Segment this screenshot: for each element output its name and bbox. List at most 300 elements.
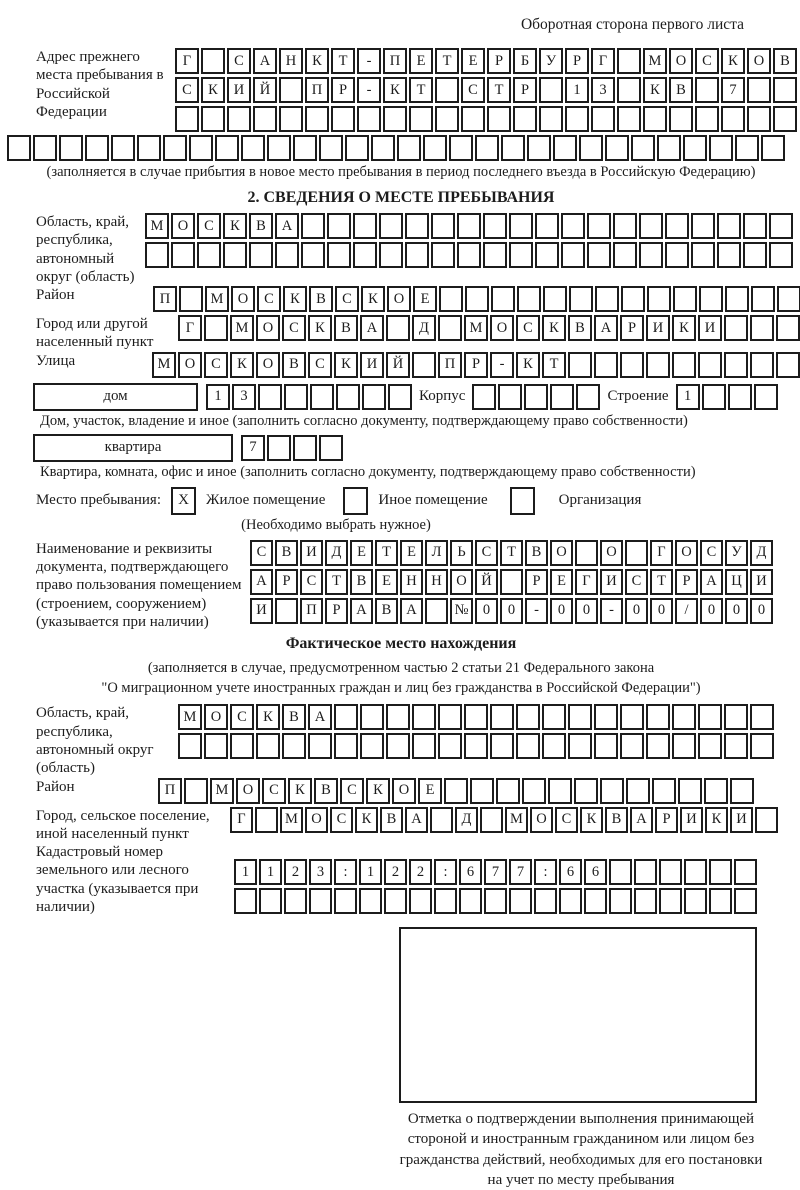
char-cell[interactable]: 0 — [500, 598, 523, 624]
char-cell[interactable]: Р — [275, 569, 298, 595]
char-cell[interactable]: С — [250, 540, 273, 566]
char-cell[interactable] — [379, 213, 403, 239]
char-cell[interactable]: - — [525, 598, 548, 624]
char-cell[interactable] — [724, 315, 748, 341]
char-cell[interactable] — [777, 286, 800, 312]
char-cell[interactable]: Т — [650, 569, 673, 595]
char-cell[interactable] — [643, 106, 667, 132]
char-cell[interactable] — [524, 384, 548, 410]
char-cell[interactable]: О — [747, 48, 771, 74]
char-cell[interactable] — [672, 352, 696, 378]
char-cell[interactable]: И — [227, 77, 251, 103]
char-cell[interactable]: Р — [565, 48, 589, 74]
char-cell[interactable]: С — [555, 807, 578, 833]
char-cell[interactable] — [750, 352, 774, 378]
char-cell[interactable] — [620, 352, 644, 378]
char-cell[interactable]: 1 — [234, 859, 257, 885]
char-cell[interactable]: И — [360, 352, 384, 378]
char-cell[interactable] — [171, 242, 195, 268]
char-cell[interactable] — [461, 106, 485, 132]
char-cell[interactable]: И — [250, 598, 273, 624]
char-cell[interactable]: К — [355, 807, 378, 833]
char-cell[interactable]: 0 — [725, 598, 748, 624]
char-cell[interactable] — [516, 704, 540, 730]
char-cell[interactable] — [386, 733, 410, 759]
char-cell[interactable]: Й — [253, 77, 277, 103]
char-cell[interactable] — [621, 286, 645, 312]
char-cell[interactable] — [284, 384, 308, 410]
char-cell[interactable] — [750, 733, 774, 759]
char-cell[interactable] — [85, 135, 109, 161]
char-cell[interactable] — [253, 106, 277, 132]
char-cell[interactable]: В — [605, 807, 628, 833]
char-cell[interactable]: Е — [400, 540, 423, 566]
char-cell[interactable]: Е — [375, 569, 398, 595]
char-cell[interactable]: Р — [525, 569, 548, 595]
char-cell[interactable] — [728, 384, 752, 410]
char-cell[interactable]: А — [253, 48, 277, 74]
char-cell[interactable] — [412, 704, 436, 730]
char-cell[interactable]: О — [387, 286, 411, 312]
char-cell[interactable] — [336, 384, 360, 410]
char-cell[interactable] — [613, 242, 637, 268]
char-cell[interactable]: Г — [650, 540, 673, 566]
char-cell[interactable] — [301, 213, 325, 239]
char-cell[interactable]: Р — [331, 77, 355, 103]
char-cell[interactable]: Д — [455, 807, 478, 833]
char-cell[interactable] — [535, 213, 559, 239]
char-cell[interactable]: В — [282, 704, 306, 730]
char-cell[interactable] — [457, 242, 481, 268]
char-cell[interactable]: О — [178, 352, 202, 378]
char-cell[interactable] — [179, 286, 203, 312]
char-cell[interactable] — [201, 106, 225, 132]
char-cell[interactable] — [561, 242, 585, 268]
char-cell[interactable] — [647, 286, 671, 312]
char-cell[interactable]: И — [730, 807, 753, 833]
char-cell[interactable]: Г — [175, 48, 199, 74]
char-cell[interactable] — [665, 242, 689, 268]
char-cell[interactable]: К — [580, 807, 603, 833]
char-cell[interactable] — [609, 888, 632, 914]
char-cell[interactable] — [717, 213, 741, 239]
char-cell[interactable] — [527, 135, 551, 161]
char-cell[interactable]: М — [145, 213, 169, 239]
char-cell[interactable]: Р — [620, 315, 644, 341]
char-cell[interactable] — [334, 888, 357, 914]
char-cell[interactable]: Т — [409, 77, 433, 103]
char-cell[interactable]: О — [675, 540, 698, 566]
char-cell[interactable] — [755, 807, 778, 833]
char-cell[interactable]: П — [300, 598, 323, 624]
char-cell[interactable] — [735, 135, 759, 161]
char-cell[interactable] — [776, 352, 800, 378]
char-cell[interactable] — [695, 106, 719, 132]
char-cell[interactable]: В — [375, 598, 398, 624]
char-cell[interactable]: М — [210, 778, 234, 804]
char-cell[interactable]: С — [330, 807, 353, 833]
char-cell[interactable] — [301, 242, 325, 268]
char-cell[interactable] — [587, 242, 611, 268]
char-cell[interactable] — [334, 733, 358, 759]
char-cell[interactable] — [587, 213, 611, 239]
char-cell[interactable] — [184, 778, 208, 804]
char-cell[interactable] — [617, 48, 641, 74]
char-cell[interactable] — [672, 704, 696, 730]
char-cell[interactable] — [568, 352, 592, 378]
char-cell[interactable] — [137, 135, 161, 161]
char-cell[interactable] — [569, 286, 593, 312]
char-cell[interactable] — [434, 888, 457, 914]
char-cell[interactable] — [384, 888, 407, 914]
char-cell[interactable]: В — [275, 540, 298, 566]
char-cell[interactable]: Д — [750, 540, 773, 566]
char-cell[interactable] — [730, 778, 754, 804]
char-cell[interactable]: А — [594, 315, 618, 341]
char-cell[interactable] — [553, 135, 577, 161]
char-cell[interactable] — [620, 704, 644, 730]
char-cell[interactable] — [371, 135, 395, 161]
char-cell[interactable] — [773, 77, 797, 103]
char-cell[interactable]: И — [750, 569, 773, 595]
char-cell[interactable]: С — [197, 213, 221, 239]
char-cell[interactable]: С — [262, 778, 286, 804]
char-cell[interactable] — [409, 106, 433, 132]
char-cell[interactable]: Г — [575, 569, 598, 595]
char-cell[interactable]: М — [205, 286, 229, 312]
char-cell[interactable] — [331, 106, 355, 132]
char-cell[interactable] — [724, 733, 748, 759]
char-cell[interactable] — [776, 315, 800, 341]
char-cell[interactable] — [509, 213, 533, 239]
char-cell[interactable] — [684, 888, 707, 914]
char-cell[interactable] — [500, 569, 523, 595]
char-cell[interactable]: М — [643, 48, 667, 74]
char-cell[interactable]: Р — [487, 48, 511, 74]
char-cell[interactable]: 2 — [384, 859, 407, 885]
char-cell[interactable] — [559, 888, 582, 914]
char-cell[interactable] — [550, 384, 574, 410]
char-cell[interactable] — [197, 242, 221, 268]
char-cell[interactable]: А — [400, 598, 423, 624]
char-cell[interactable] — [568, 704, 592, 730]
char-cell[interactable] — [475, 135, 499, 161]
char-cell[interactable] — [464, 733, 488, 759]
char-cell[interactable]: Ь — [450, 540, 473, 566]
char-cell[interactable]: Т — [325, 569, 348, 595]
char-cell[interactable] — [684, 859, 707, 885]
char-cell[interactable] — [725, 286, 749, 312]
char-cell[interactable]: С — [475, 540, 498, 566]
char-cell[interactable]: Е — [409, 48, 433, 74]
char-cell[interactable]: Г — [178, 315, 202, 341]
char-cell[interactable]: Е — [418, 778, 442, 804]
char-cell[interactable] — [423, 135, 447, 161]
char-cell[interactable]: В — [309, 286, 333, 312]
char-cell[interactable] — [189, 135, 213, 161]
char-cell[interactable] — [359, 888, 382, 914]
char-cell[interactable]: И — [300, 540, 323, 566]
char-cell[interactable] — [431, 213, 455, 239]
char-cell[interactable] — [535, 242, 559, 268]
char-cell[interactable] — [178, 733, 202, 759]
char-cell[interactable]: Р — [675, 569, 698, 595]
char-cell[interactable]: 6 — [559, 859, 582, 885]
char-cell[interactable]: Е — [413, 286, 437, 312]
char-cell[interactable]: Д — [412, 315, 436, 341]
char-cell[interactable] — [747, 77, 771, 103]
char-cell[interactable] — [709, 135, 733, 161]
char-cell[interactable] — [7, 135, 31, 161]
char-cell[interactable] — [409, 888, 432, 914]
checkbox-residential[interactable]: X — [171, 487, 196, 515]
char-cell[interactable]: У — [539, 48, 563, 74]
char-cell[interactable] — [761, 135, 785, 161]
char-cell[interactable]: Е — [550, 569, 573, 595]
char-cell[interactable]: - — [600, 598, 623, 624]
char-cell[interactable] — [750, 315, 774, 341]
char-cell[interactable]: 7 — [509, 859, 532, 885]
char-cell[interactable] — [241, 135, 265, 161]
char-cell[interactable] — [256, 733, 280, 759]
char-cell[interactable]: 7 — [241, 435, 265, 461]
char-cell[interactable]: Т — [542, 352, 566, 378]
char-cell[interactable]: О — [530, 807, 553, 833]
char-cell[interactable] — [747, 106, 771, 132]
char-cell[interactable]: О — [450, 569, 473, 595]
char-cell[interactable]: В — [249, 213, 273, 239]
char-cell[interactable]: Т — [375, 540, 398, 566]
char-cell[interactable] — [534, 888, 557, 914]
char-cell[interactable] — [561, 213, 585, 239]
char-cell[interactable]: С — [230, 704, 254, 730]
char-cell[interactable] — [431, 242, 455, 268]
char-cell[interactable] — [542, 733, 566, 759]
char-cell[interactable] — [383, 106, 407, 132]
char-cell[interactable] — [743, 213, 767, 239]
char-cell[interactable] — [513, 106, 537, 132]
char-cell[interactable] — [483, 242, 507, 268]
char-cell[interactable] — [175, 106, 199, 132]
char-cell[interactable]: Р — [325, 598, 348, 624]
char-cell[interactable]: К — [308, 315, 332, 341]
char-cell[interactable] — [672, 733, 696, 759]
char-cell[interactable]: К — [201, 77, 225, 103]
char-cell[interactable] — [743, 242, 767, 268]
char-cell[interactable]: С — [282, 315, 306, 341]
char-cell[interactable] — [357, 106, 381, 132]
char-cell[interactable]: К — [643, 77, 667, 103]
char-cell[interactable] — [683, 135, 707, 161]
char-cell[interactable] — [483, 213, 507, 239]
char-cell[interactable] — [470, 778, 494, 804]
char-cell[interactable] — [584, 888, 607, 914]
char-cell[interactable] — [227, 106, 251, 132]
char-cell[interactable] — [327, 213, 351, 239]
char-cell[interactable]: : — [334, 859, 357, 885]
char-cell[interactable] — [631, 135, 655, 161]
checkbox-organization[interactable] — [510, 487, 535, 515]
char-cell[interactable] — [249, 242, 273, 268]
char-cell[interactable]: К — [223, 213, 247, 239]
char-cell[interactable]: С — [308, 352, 332, 378]
char-cell[interactable]: А — [700, 569, 723, 595]
char-cell[interactable] — [405, 213, 429, 239]
char-cell[interactable] — [204, 733, 228, 759]
char-cell[interactable] — [669, 106, 693, 132]
char-cell[interactable] — [574, 778, 598, 804]
char-cell[interactable] — [491, 286, 515, 312]
char-cell[interactable] — [591, 106, 615, 132]
char-cell[interactable]: Р — [464, 352, 488, 378]
char-cell[interactable] — [412, 733, 436, 759]
char-cell[interactable] — [33, 135, 57, 161]
char-cell[interactable] — [230, 733, 254, 759]
char-cell[interactable] — [565, 106, 589, 132]
char-cell[interactable] — [319, 435, 343, 461]
char-cell[interactable]: С — [257, 286, 281, 312]
char-cell[interactable]: С — [227, 48, 251, 74]
char-cell[interactable] — [522, 778, 546, 804]
char-cell[interactable]: К — [366, 778, 390, 804]
char-cell[interactable]: М — [152, 352, 176, 378]
char-cell[interactable]: А — [405, 807, 428, 833]
char-cell[interactable] — [709, 888, 732, 914]
char-cell[interactable] — [517, 286, 541, 312]
char-cell[interactable] — [293, 435, 317, 461]
char-cell[interactable]: 1 — [259, 859, 282, 885]
char-cell[interactable] — [698, 733, 722, 759]
char-cell[interactable] — [223, 242, 247, 268]
char-cell[interactable]: 2 — [284, 859, 307, 885]
char-cell[interactable] — [498, 384, 522, 410]
char-cell[interactable]: 1 — [359, 859, 382, 885]
char-cell[interactable] — [267, 435, 291, 461]
char-cell[interactable]: О — [669, 48, 693, 74]
char-cell[interactable]: И — [698, 315, 722, 341]
char-cell[interactable]: А — [275, 213, 299, 239]
char-cell[interactable]: П — [153, 286, 177, 312]
char-cell[interactable] — [769, 242, 793, 268]
char-cell[interactable]: Н — [400, 569, 423, 595]
char-cell[interactable] — [293, 135, 317, 161]
char-cell[interactable]: В — [334, 315, 358, 341]
char-cell[interactable]: Е — [350, 540, 373, 566]
char-cell[interactable]: Н — [425, 569, 448, 595]
char-cell[interactable] — [634, 888, 657, 914]
char-cell[interactable] — [501, 135, 525, 161]
char-cell[interactable]: А — [350, 598, 373, 624]
char-cell[interactable]: Т — [487, 77, 511, 103]
char-cell[interactable] — [305, 106, 329, 132]
char-cell[interactable] — [430, 807, 453, 833]
char-cell[interactable]: Ц — [725, 569, 748, 595]
char-cell[interactable] — [360, 704, 384, 730]
char-cell[interactable]: К — [542, 315, 566, 341]
char-cell[interactable]: К — [705, 807, 728, 833]
char-cell[interactable] — [613, 213, 637, 239]
char-cell[interactable] — [279, 106, 303, 132]
char-cell[interactable]: О — [256, 315, 280, 341]
char-cell[interactable] — [425, 598, 448, 624]
char-cell[interactable]: В — [525, 540, 548, 566]
char-cell[interactable]: К — [516, 352, 540, 378]
char-cell[interactable] — [659, 859, 682, 885]
char-cell[interactable]: О — [305, 807, 328, 833]
char-cell[interactable]: В — [568, 315, 592, 341]
char-cell[interactable]: Р — [655, 807, 678, 833]
char-cell[interactable] — [594, 733, 618, 759]
char-cell[interactable] — [698, 704, 722, 730]
char-cell[interactable]: 7 — [484, 859, 507, 885]
char-cell[interactable]: 1 — [206, 384, 230, 410]
char-cell[interactable] — [275, 598, 298, 624]
char-cell[interactable]: П — [158, 778, 182, 804]
char-cell[interactable] — [201, 48, 225, 74]
char-cell[interactable] — [275, 242, 299, 268]
char-cell[interactable]: М — [464, 315, 488, 341]
char-cell[interactable]: О — [600, 540, 623, 566]
char-cell[interactable] — [634, 859, 657, 885]
char-cell[interactable] — [516, 733, 540, 759]
char-cell[interactable] — [595, 286, 619, 312]
char-cell[interactable]: А — [360, 315, 384, 341]
char-cell[interactable] — [319, 135, 343, 161]
char-cell[interactable]: С — [340, 778, 364, 804]
char-cell[interactable] — [412, 352, 436, 378]
char-cell[interactable] — [568, 733, 592, 759]
char-cell[interactable]: Т — [500, 540, 523, 566]
char-cell[interactable] — [542, 704, 566, 730]
char-cell[interactable] — [234, 888, 257, 914]
char-cell[interactable]: / — [675, 598, 698, 624]
char-cell[interactable]: К — [672, 315, 696, 341]
char-cell[interactable] — [548, 778, 572, 804]
char-cell[interactable] — [625, 540, 648, 566]
char-cell[interactable] — [609, 859, 632, 885]
char-cell[interactable]: С — [335, 286, 359, 312]
char-cell[interactable]: В — [314, 778, 338, 804]
char-cell[interactable]: 3 — [232, 384, 256, 410]
char-cell[interactable] — [646, 352, 670, 378]
char-cell[interactable] — [360, 733, 384, 759]
char-cell[interactable] — [465, 286, 489, 312]
char-cell[interactable] — [480, 807, 503, 833]
char-cell[interactable]: О — [231, 286, 255, 312]
char-cell[interactable] — [282, 733, 306, 759]
char-cell[interactable] — [617, 77, 641, 103]
char-cell[interactable]: Б — [513, 48, 537, 74]
char-cell[interactable] — [204, 315, 228, 341]
char-cell[interactable] — [459, 888, 482, 914]
char-cell[interactable]: К — [383, 77, 407, 103]
char-cell[interactable] — [695, 77, 719, 103]
char-cell[interactable]: Л — [425, 540, 448, 566]
char-cell[interactable]: 0 — [550, 598, 573, 624]
char-cell[interactable] — [750, 704, 774, 730]
char-cell[interactable] — [543, 286, 567, 312]
char-cell[interactable]: В — [669, 77, 693, 103]
char-cell[interactable] — [327, 242, 351, 268]
char-cell[interactable]: У — [725, 540, 748, 566]
char-cell[interactable] — [575, 540, 598, 566]
char-cell[interactable]: С — [204, 352, 228, 378]
char-cell[interactable]: О — [236, 778, 260, 804]
char-cell[interactable] — [639, 213, 663, 239]
char-cell[interactable] — [59, 135, 83, 161]
char-cell[interactable] — [388, 384, 412, 410]
char-cell[interactable]: - — [357, 77, 381, 103]
